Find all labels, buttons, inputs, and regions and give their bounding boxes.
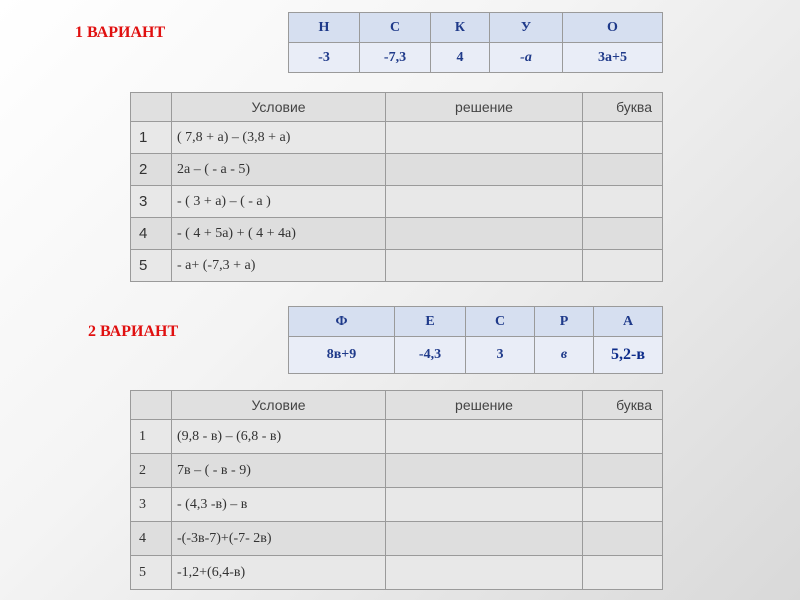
key-value: 3а+5 <box>563 43 663 73</box>
table-row <box>131 488 663 522</box>
header-number <box>131 391 172 420</box>
table-row <box>131 250 663 282</box>
solution-cell[interactable] <box>386 488 583 522</box>
key-letter: С <box>466 307 535 337</box>
variant1-title: 1 ВАРИАНТ <box>75 24 166 41</box>
header-condition: Условие <box>172 391 386 420</box>
row-number: 3 <box>131 488 172 522</box>
key-value: -4,3 <box>395 337 466 374</box>
letter-cell[interactable] <box>583 218 663 250</box>
letter-cell[interactable] <box>583 186 663 218</box>
row-number: 5 <box>131 556 172 590</box>
key-letter: Е <box>395 307 466 337</box>
key-value: 5,2-в <box>594 337 663 374</box>
letter-cell[interactable] <box>583 522 663 556</box>
row-expression: 2а – ( - а - 5) <box>172 154 386 186</box>
key-value: -7,3 <box>360 43 431 73</box>
solution-cell[interactable] <box>386 250 583 282</box>
variant1-answer-key <box>288 12 663 73</box>
letter-cell[interactable] <box>583 420 663 454</box>
key-letter: К <box>431 13 490 43</box>
key-value: -3 <box>289 43 360 73</box>
row-number: 5 <box>131 250 172 282</box>
table-row <box>131 218 663 250</box>
key-letter: С <box>360 13 431 43</box>
key-value: 3 <box>466 337 535 374</box>
table-row <box>131 522 663 556</box>
table-row <box>131 154 663 186</box>
row-expression: 7в – ( - в - 9) <box>172 454 386 488</box>
header-solution: решение <box>386 93 583 122</box>
key-value: -а <box>490 43 563 73</box>
key-value: 4 <box>431 43 490 73</box>
variant2-title: 2 ВАРИАНТ <box>88 323 179 340</box>
row-number: 1 <box>131 420 172 454</box>
row-expression: -(-3в-7)+(-7- 2в) <box>172 522 386 556</box>
solution-cell[interactable] <box>386 154 583 186</box>
table-row <box>131 420 663 454</box>
row-expression: - а+ (-7,3 + а) <box>172 250 386 282</box>
key-letter: Н <box>289 13 360 43</box>
table-row <box>131 556 663 590</box>
row-number: 1 <box>131 122 172 154</box>
row-number: 2 <box>131 154 172 186</box>
key-letter: Р <box>535 307 594 337</box>
key-letter: Ф <box>289 307 395 337</box>
solution-cell[interactable] <box>386 218 583 250</box>
letter-cell[interactable] <box>583 154 663 186</box>
letter-cell[interactable] <box>583 122 663 154</box>
header-letter: буква <box>583 391 663 420</box>
row-number: 2 <box>131 454 172 488</box>
row-expression: ( 7,8 + а) – (3,8 + а) <box>172 122 386 154</box>
letter-cell[interactable] <box>583 454 663 488</box>
key-value: в <box>535 337 594 374</box>
key-letter: О <box>563 13 663 43</box>
solution-cell[interactable] <box>386 122 583 154</box>
variant1-task-table <box>130 92 663 282</box>
row-expression: (9,8 - в) – (6,8 - в) <box>172 420 386 454</box>
header-solution: решение <box>386 391 583 420</box>
letter-cell[interactable] <box>583 250 663 282</box>
solution-cell[interactable] <box>386 522 583 556</box>
header-letter: буква <box>583 93 663 122</box>
variant2-task-table <box>130 390 663 590</box>
table-row <box>131 186 663 218</box>
key-value: 8в+9 <box>289 337 395 374</box>
table-row <box>131 454 663 488</box>
table-row <box>131 122 663 154</box>
letter-cell[interactable] <box>583 488 663 522</box>
key-letter: У <box>490 13 563 43</box>
row-expression: -1,2+(6,4-в) <box>172 556 386 590</box>
letter-cell[interactable] <box>583 556 663 590</box>
row-number: 4 <box>131 522 172 556</box>
row-expression: - (4,3 -в) – в <box>172 488 386 522</box>
solution-cell[interactable] <box>386 454 583 488</box>
header-condition: Условие <box>172 93 386 122</box>
solution-cell[interactable] <box>386 186 583 218</box>
header-number <box>131 93 172 122</box>
row-expression: - ( 3 + а) – ( - а ) <box>172 186 386 218</box>
variant2-answer-key <box>288 306 663 374</box>
key-letter: А <box>594 307 663 337</box>
solution-cell[interactable] <box>386 420 583 454</box>
row-number: 3 <box>131 186 172 218</box>
row-number: 4 <box>131 218 172 250</box>
solution-cell[interactable] <box>386 556 583 590</box>
row-expression: - ( 4 + 5а) + ( 4 + 4а) <box>172 218 386 250</box>
